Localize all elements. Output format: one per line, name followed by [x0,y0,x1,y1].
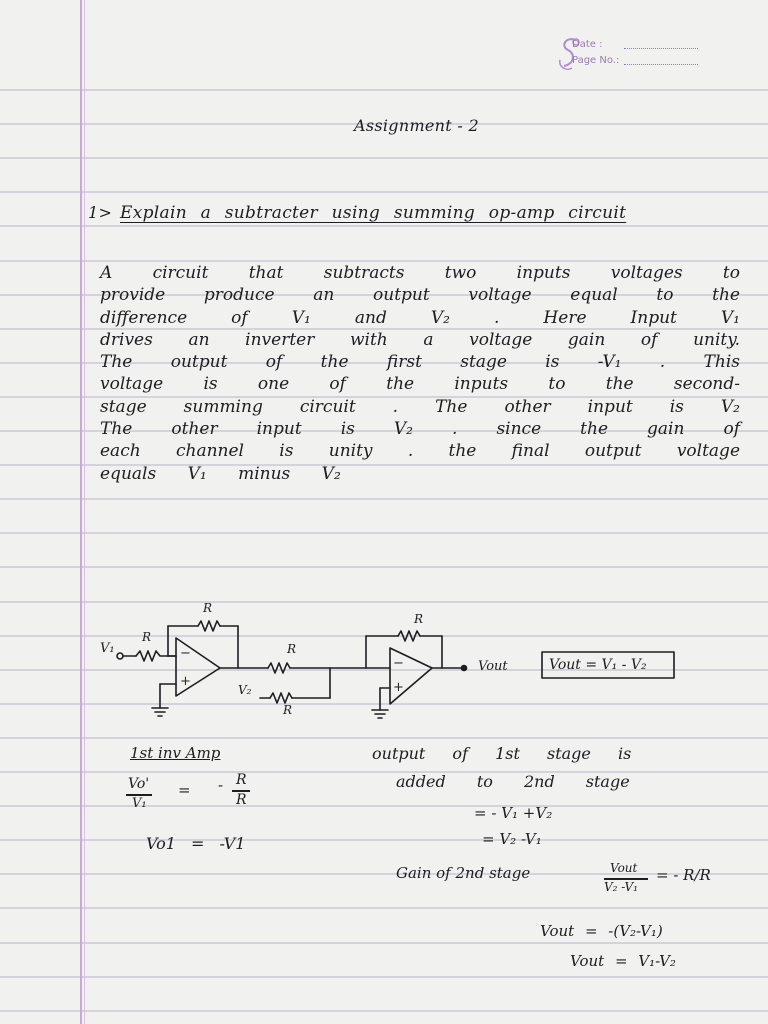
page-header [572,36,698,68]
answer-line: stage summing circuit . The other input is V₂ [100,396,740,417]
summing-resistor-1 [268,663,290,673]
circuit-label-plus: + [180,674,191,689]
answer-line: voltage is one of the inputs to the second- [100,374,740,395]
first-stage-result: Vo1 = -V1 [146,834,246,853]
date-label: Date : [572,38,603,50]
gain-label: Gain of 2nd stage [396,864,531,882]
feedback-resistor-1 [198,621,220,631]
answer-line: The other input is V₂ . since the gain of [100,419,740,440]
page-title: Assignment - 2 [354,116,479,135]
circuit-label-r5: R [414,612,424,626]
right-line-2: added to 2nd stage [396,772,630,791]
answer-paragraph [100,262,740,485]
circuit-label-plus-2: + [393,680,404,695]
margin-line-secondary [84,0,85,1024]
answer-line: drives an inverter with a voltage gain of unity. [100,329,740,350]
ratio-numerator: Vo' [128,776,150,792]
question-text: Explain a subtracter using summing op-amp circuit [120,203,627,223]
page-number-label: Page No.: [572,54,620,66]
summing-resistor-2 [270,693,292,703]
boxed-equation: Vout = V₁ - V₂ [549,657,647,673]
ratio-equals: = [178,781,191,799]
circuit-label-v1: V₁ [100,641,115,656]
gain-denominator: V₂ -V₁ [604,880,638,894]
input-terminal [117,653,123,659]
circuit-label-minus: − [180,646,191,661]
feedback-resistor-2 [398,631,420,641]
rhs-denominator: R [236,792,247,808]
question-number: 1> [88,203,113,222]
rhs-numerator: R [236,772,247,788]
right-line-1: output of 1st stage is [372,744,632,763]
final-result-2: Vout = V₁-V₂ [570,952,676,970]
circuit-label-r3: R [287,642,297,656]
right-line-4: = V₂ -V₁ [482,830,542,848]
circuit-label-r1: R [142,630,152,644]
answer-line: The output of the first stage is -V₁ . This [100,352,740,373]
first-stage-heading: 1st inv Amp [130,744,221,762]
circuit-label-r2: R [203,601,213,615]
page-number-field [624,56,698,65]
ratio-denominator: V₁ [132,796,147,811]
gain-rhs: = - R/R [656,866,711,884]
date-field [624,40,698,49]
margin-line [80,0,82,1024]
circuit-label-v2: V₂ [238,683,252,697]
rhs-negative: - [218,776,224,794]
circuit-label-r4: R [283,703,293,717]
output-terminal [462,666,467,671]
gain-numerator: Vout [610,861,638,875]
circuit-label-minus-2: − [393,656,404,671]
answer-line: A circuit that subtracts two inputs voltages to [100,263,740,283]
answer-line: difference of V₁ and V₂ . Here Input V₁ [100,307,740,328]
answer-line: provide produce an output voltage equal to the [100,285,740,306]
right-line-3: = - V₁ +V₂ [474,804,553,822]
final-result-1: Vout = -(V₂-V₁) [540,922,663,940]
circuit-label-vout: Vout [478,659,508,674]
answer-line: each channel is unity . the final output voltage [100,441,740,462]
answer-line: equals V₁ minus V₂ [100,463,341,484]
